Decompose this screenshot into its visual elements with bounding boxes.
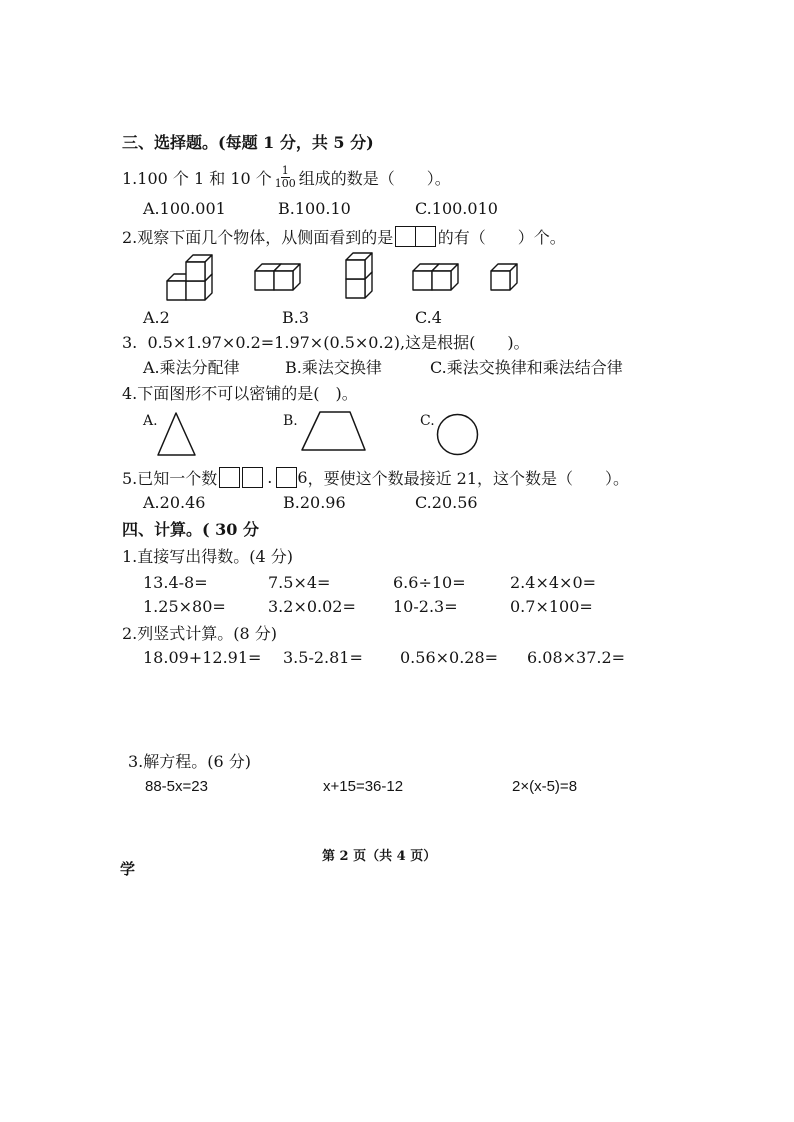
vertical-calc-item: 18.09+12.91=	[143, 648, 262, 667]
mental-calc-item: 2.4×4×0=	[510, 573, 597, 592]
mental-calc-item: 1.25×80=	[143, 597, 226, 616]
mental-calc-item: 6.6÷10=	[393, 573, 466, 592]
question-2	[122, 225, 566, 247]
part-2-title: 2.列竖式计算。(8 分)	[122, 624, 278, 643]
side-view-squares	[395, 226, 436, 247]
question-1-suffix: 组成的数是（ ）。	[298, 168, 451, 188]
mental-calc-item: 7.5×4=	[268, 573, 331, 592]
vertical-calc-item: 3.5-2.81=	[283, 648, 363, 667]
q3-option-c: C.乘法交换律和乘法结合律	[430, 358, 623, 377]
cube-figure-4	[413, 264, 458, 290]
mental-calc-item: 3.2×0.02=	[268, 597, 356, 616]
question-3: 3. 0.5×1.97×0.2=1.97×(0.5×0.2),这是根据( )。	[122, 333, 530, 352]
q4-option-c: C.	[420, 413, 435, 429]
question-4: 4.下面图形不可以密铺的是( )。	[122, 384, 358, 403]
q5-option-a: A.20.46	[143, 493, 206, 512]
corner-mark: 学	[120, 860, 136, 878]
q1-option-b: B.100.10	[278, 199, 351, 218]
decimal-point: .	[267, 467, 273, 487]
digit-box	[242, 467, 263, 488]
mental-calc-item: 10-2.3=	[393, 597, 458, 616]
fraction-numerator: 1	[281, 163, 289, 177]
question-2-prefix: 2.观察下面几个物体，从侧面看到的是	[122, 227, 394, 247]
q3-option-b: B.乘法交换律	[285, 358, 382, 377]
trapezoid-shape	[300, 410, 368, 453]
q1-option-a: A.100.001	[143, 199, 226, 218]
cube	[432, 264, 458, 290]
q2-option-a: A.2	[143, 308, 170, 327]
fraction	[275, 165, 296, 190]
question-5	[122, 466, 629, 488]
cube	[491, 264, 517, 290]
last-digit: 6	[297, 467, 308, 487]
equation-item: x+15=36-12	[323, 778, 404, 795]
cube-figures	[150, 250, 550, 305]
digit-box	[219, 467, 240, 488]
cube	[346, 253, 372, 279]
q4-option-b: B.	[283, 413, 298, 429]
equation-item: 88-5x=23	[145, 778, 208, 795]
equation-item: 2×(x-5)=8	[512, 778, 578, 795]
cube-figure-2	[255, 264, 300, 290]
digit-box	[276, 467, 297, 488]
mental-calc-item: 13.4-8=	[143, 573, 208, 592]
page-number: 第 2 页（共 4 页）	[322, 849, 437, 864]
part-3-title: 3.解方程。(6 分)	[128, 752, 252, 771]
cube	[186, 255, 212, 281]
question-5-prefix: 5.已知一个数	[122, 468, 218, 488]
triangle-shape	[156, 411, 198, 458]
question-1	[122, 163, 451, 191]
q4-option-a: A.	[143, 413, 158, 429]
q1-option-c: C.100.010	[415, 199, 498, 218]
square	[415, 226, 436, 247]
q3-option-a: A.乘法分配律	[143, 358, 240, 377]
q2-option-c: C.4	[415, 308, 442, 327]
question-1-prefix: 1.100 个 1 和 10 个	[122, 168, 272, 188]
cube-figure-5	[491, 264, 517, 290]
cube	[274, 264, 300, 290]
q5-option-b: B.20.96	[283, 493, 346, 512]
section-4-title: 四、计算。( 30 分	[122, 520, 259, 539]
q5-option-c: C.20.56	[415, 493, 478, 512]
cube-figure-1	[167, 255, 212, 300]
vertical-calc-item: 6.08×37.2=	[527, 648, 626, 667]
square	[395, 226, 416, 247]
section-3-title: 三、选择题。(每题 1 分，共 5 分)	[122, 133, 374, 152]
circle-shape	[435, 412, 480, 457]
mental-calc-item: 0.7×100=	[510, 597, 593, 616]
part-1-title: 1.直接写出得数。(4 分)	[122, 547, 294, 566]
q2-option-b: B.3	[282, 308, 310, 327]
question-2-suffix: 的有（ ）个。	[437, 227, 566, 247]
question-5-suffix: ，要使这个数最接近 21，这个数是（ ）。	[307, 468, 630, 488]
cube-figure-3	[346, 253, 372, 298]
vertical-calc-item: 0.56×0.28=	[400, 648, 499, 667]
fraction-denominator: 100	[274, 176, 296, 190]
